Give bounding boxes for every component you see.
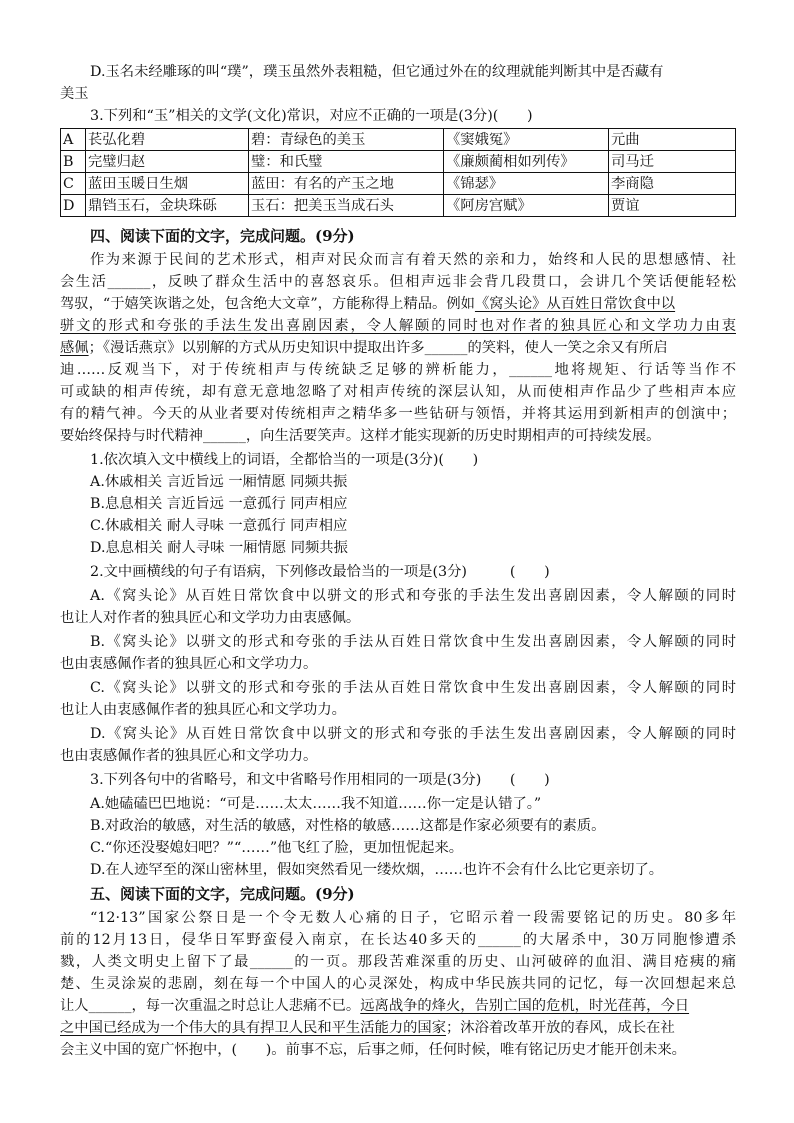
table-cell: 蓝田：有名的产玉之地 [249,173,444,195]
q1-option: D.息息相关 耐人寻味 一厢情愿 同频共振 [90,540,348,556]
table-cell: 蓝田玉暖日生烟 [86,173,249,195]
table-row [61,195,736,217]
passage-5-text: 让人______，每一次重温之时总让人悲痛不已。 [60,998,361,1014]
table-cell: 璧：和氏璧 [249,151,444,173]
passage-4-line [60,294,736,314]
q2-option-cont: 也由衷感佩作者的独具匠心和文学功力。 [60,656,318,672]
underlined-sentence: 之中国已经成为一个伟大的具有捍卫人民和平生活能力的国家 [60,1020,447,1036]
passage-4-line: 作为来源于民间的艺术形式，相声对民众而言有着天然的亲和力，始终和人民的思想感情、社 [90,252,736,268]
q3-option: A.她磕磕巴巴地说：“可是……太太……我不知道……你一定是认错了。” [90,796,542,812]
passage-5-line [60,996,736,1016]
passage-4-text: 驾驭，“于嬉笑诙谐之处，包含绝大文章”，方能称得上精品。例如 [60,296,475,312]
table-row [61,151,736,173]
table-cell: 碧：青绿色的美玉 [249,129,444,151]
underlined-sentence: 感佩 [60,340,89,356]
section-4-heading: 四、阅读下面的文字，完成问题。(9分) [90,227,355,245]
passage-5-line: 会主义中国的宽广怀抱中，( )。前事不忘，后事之师，任何时候，唯有铭记历史才能开创未来。 [60,1042,686,1058]
table-cell: 元曲 [609,129,736,151]
passage-4-line: 会生活______，反映了群众生活中的喜怒哀乐。但相声远非会背几段贯口，会讲几个笑话便能轻松 [60,274,736,290]
table-row [61,173,736,195]
passage-5-line [60,1018,736,1038]
q2-option: A.《窝头论》从百姓日常饮食中以骈文的形式和夸张的手法生发出喜剧因素，令人解颐的同时 [90,588,736,604]
q3-option: B.对政治的敏感，对生活的敏感，对性格的敏感……这都是作家必须要有的素质。 [90,818,606,834]
passage-4-line: 有的精气神。今天的从业者要对传统相声之精华多一些钻研与领悟，并将其运用到新相声的创演中； [60,406,736,422]
table-cell: 苌弘化碧 [86,129,249,151]
table-cell: B [61,151,86,173]
table-cell: 鼎铛玉石，金块珠砾 [86,195,249,217]
q2-option: B.《窝头论》以骈文的形式和夸张的手法从百姓日常饮食中生发出喜剧因素，令人解颐的同时 [90,634,736,650]
passage-4-text: ；《漫话燕京》以别解的方式从历史知识中提取出许多______的笑料，使人一笑之余又有所启 [88,340,668,356]
section-5-heading: 五、阅读下面的文字，完成问题。(9分) [90,885,355,903]
q2-option-cont: 也让人由衷感佩作者的独具匠心和文学功力。 [60,702,346,718]
table-cell: 完璧归赵 [86,151,249,173]
option-d-text-line2: 美玉 [60,86,89,102]
q2-option-cont: 也让人对作者的独具匠心和文学功力由衷感佩。 [60,610,361,626]
q2-option-cont: 也由衷感佩作者的独具匠心和文学功力。 [60,748,318,764]
table-cell: 《廉颇蔺相如列传》 [444,151,609,173]
underlined-sentence: 远离战争的烽火，告别亡国的危机，时光荏苒，今日 [360,998,690,1014]
q1-option: A.休戚相关 言近旨远 一厢情愿 同频共振 [90,474,348,490]
passage-5-line: 前的12月13日，侵华日军野蛮侵入南京，在长达40多天的______的大屠杀中，30万同胞惨遭杀 [60,932,736,948]
passage-5-line: “12·13”国家公祭日是一个令无数人心痛的日子，它昭示着一段需要铭记的历史。80多年 [90,910,736,926]
table-cell: 贾谊 [609,195,736,217]
passage-5-line: 戮，人类文明史上留下了最______的一页。那段苦难深重的历史、山河破碎的血泪、满目疮痍的痛 [60,954,736,970]
q1-option: B.息息相关 言近旨远 一意孤行 同声相应 [90,496,348,512]
passage-4-line [60,338,736,358]
table-cell: 司马迁 [609,151,736,173]
table-cell: 《阿房宫赋》 [444,195,609,217]
question-1: 1.依次填入文中横线上的词语，全都恰当的一项是(3分)( ) [90,452,479,468]
passage-4-line: 要始终保持与时代精神______，向生活要笑声。这样才能实现新的历史时期相声的可持续发展。 [60,428,661,444]
option-d-text-line1: D.玉名未经雕琢的叫“璞”，璞玉虽然外表粗糙，但它通过外在的纹理就能判断其中是否藏有 [90,64,664,80]
passage-4-line: 迪……反观当下，对于传统相声与传统缺乏足够的辨析能力，______地将规矩、行话等当作不 [60,362,736,378]
table-cell: 《锦瑟》 [444,173,609,195]
underlined-sentence: 《窝头论》从百姓日常饮食中以 [474,296,676,312]
table-cell: A [61,129,86,151]
q3-option: C.“你还没娶媳妇吧？”“……”他飞红了脸，更加忸怩起来。 [90,840,464,856]
q1-option: C.休戚相关 耐人寻味 一意孤行 同声相应 [90,518,348,534]
table-cell: 玉石：把美玉当成石头 [249,195,444,217]
options-table [60,128,736,217]
q2-option: C.《窝头论》以骈文的形式和夸张的手法从百姓日常饮食中生发出喜剧因素，令人解颐的同时 [90,680,736,696]
question-3: 3.下列各句中的省略号，和文中省略号作用相同的一项是(3分) ( ) [90,772,550,788]
table-row [61,129,736,151]
q2-option: D.《窝头论》从百姓日常饮食中以骈文的形式和夸张的手法生发出喜剧因素，令人解颐的同时 [90,726,736,742]
question-3-yu: 3.下列和“玉”相关的文学(文化)常识，对应不正确的一项是(3分)( ) [90,108,533,124]
question-2: 2.文中画横线的句子有语病，下列修改最恰当的一项是(3分) ( ) [90,564,550,580]
q3-option: D.在人迹罕至的深山密林里，假如突然看见一缕炊烟，……也许不会有什么比它更亲切了。 [90,862,664,878]
underlined-sentence: 骈文的形式和夸张的手法生发出喜剧因素，令人解颐的同时也对作者的独具匠心和文学功力由衷 [60,318,736,334]
table-cell: D [61,195,86,217]
passage-4-line: 可或缺的相声传统，却有意无意地忽略了对相声传统的深层认知，从而使相声作品少了些相声本应 [60,384,736,400]
table-cell: 《窦娥冤》 [444,129,609,151]
table-cell: 李商隐 [609,173,736,195]
passage-5-line: 楚、生灵涂炭的悲剧，刻在每一个中国人的心灵深处，构成中华民族共同的记忆，每一次回想起来总 [60,976,736,992]
passage-5-text: ；沐浴着改革开放的春风，成长在社 [446,1020,675,1036]
table-cell: C [61,173,86,195]
